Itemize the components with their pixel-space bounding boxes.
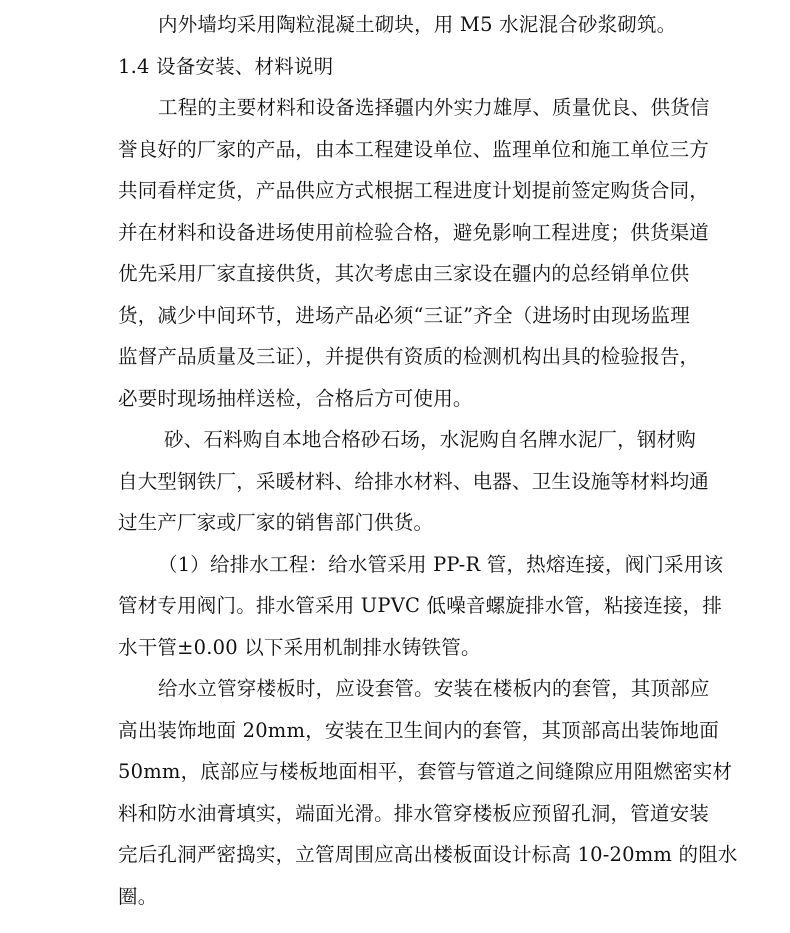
text-line: 砂、石料购自本地合格砂石场，水泥购自名牌水泥厂，钢材购 — [164, 428, 696, 451]
text-line: 自大型钢铁厂，采暖材料、给排水材料、电器、卫生设施等材料均通 — [118, 469, 710, 493]
text-line: 料和防水油膏填实，端面光滑。排水管穿楼板应预留孔洞，管道安装 — [118, 801, 710, 825]
text-line: 并在材料和设备进场使用前检验合格，避免影响工程进度；供货渠道 — [118, 220, 710, 244]
text-line: 工程的主要材料和设备选择疆内外实力雄厚、质量优良、供货信 — [158, 96, 710, 119]
text-line: 监督产品质量及三证），并提供有资质的检测机构出具的检验报告， — [118, 345, 700, 368]
text-line: 圈。 — [118, 884, 158, 908]
text-line: 50mm，底部应与楼板地面相平，套管与管道之间缝隙应用阻燃密实材 — [118, 760, 733, 783]
section-heading: 1.4 设备安装、材料说明 — [118, 54, 334, 78]
text-line: 誉良好的厂家的产品，由本工程建设单位、监理单位和施工单位三方 — [118, 137, 710, 161]
text-line: 管材专用阀门。排水管采用 UPVC 低噪音螺旋排水管，粘接连接，排 — [118, 594, 723, 617]
text-line: 内外墙均采用陶粒混凝土砌块，用 M5 水泥混合砂浆砌筑。 — [158, 13, 677, 36]
text-line: 给水立管穿楼板时，应设套管。安装在楼板内的套管，其顶部应 — [158, 677, 710, 700]
text-line: 共同看样定货，产品供应方式根据工程进度计划提前签定购货合同， — [118, 179, 710, 202]
text-line: （1）给排水工程：给水管采用 PP-R 管，热熔连接，阀门采用该 — [158, 552, 724, 576]
text-line: 必要时现场抽样送检，合格后方可使用。 — [118, 386, 473, 410]
text-line: 过生产厂家或厂家的销售部门供货。 — [118, 511, 434, 534]
text-line: 高出装饰地面 20mm，安装在卫生间内的套管，其顶部高出装饰地面 — [118, 718, 719, 742]
text-line: 货，减少中间环节，进场产品必须“三证”齐全（进场时由现场监理 — [118, 303, 690, 327]
text-line: 优先采用厂家直接供货，其次考虑由三家设在疆内的总经销单位供 — [118, 262, 690, 285]
text-line: 水干管±0.00 以下采用机制排水铸铁管。 — [118, 635, 481, 659]
text-line: 完后孔洞严密捣实，立管周围应高出楼板面设计标高 10-20mm 的阻水 — [118, 843, 738, 866]
